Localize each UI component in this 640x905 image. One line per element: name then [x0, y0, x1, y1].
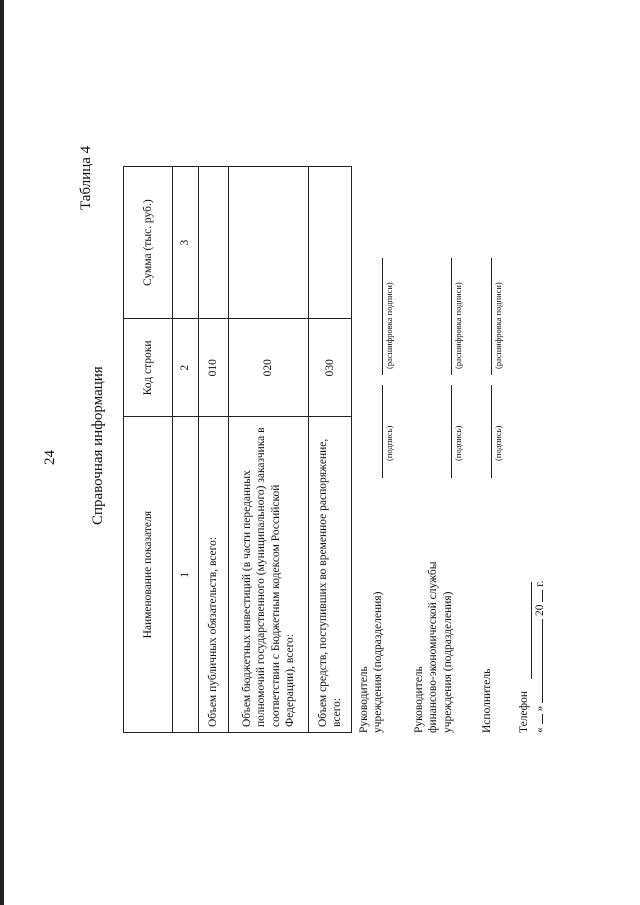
- header-indicator-name: Наименование показателя: [124, 417, 173, 733]
- row-code: 030: [309, 319, 352, 417]
- phone-label: Телефон: [518, 690, 530, 733]
- page-number: 24: [42, 450, 58, 465]
- decode-hint: (расшифровка подписи): [453, 282, 463, 369]
- table-row: [229, 167, 309, 733]
- head-signature-label: [357, 592, 386, 733]
- date-row: [533, 580, 547, 733]
- reference-info-table: [123, 166, 352, 733]
- finance-decode-line: [451, 258, 452, 375]
- label-line: финансово-экономической службы: [427, 561, 440, 733]
- quote-close: »: [534, 705, 546, 712]
- row-sum: [229, 167, 309, 319]
- label-line: Исполнитель: [481, 668, 493, 733]
- decode-hint: (расшифровка подписи): [384, 282, 394, 369]
- sign-hint: (подпись): [493, 425, 503, 461]
- sign-hint: (подпись): [453, 425, 463, 461]
- finance-signature-label: [412, 562, 455, 733]
- row-code: 010: [199, 319, 229, 417]
- year-line: [542, 590, 543, 602]
- row-sum: [199, 167, 229, 319]
- month-line: [542, 619, 543, 703]
- head-decode-line: [382, 258, 383, 375]
- executor-signature-line: [491, 385, 492, 478]
- executor-decode-line: [491, 258, 492, 375]
- phone-line: [531, 582, 532, 679]
- row-sum: [309, 167, 352, 319]
- row-indicator-name: Объем средств, поступивших во временное распоряжение, всего:: [309, 417, 352, 733]
- column-number-row: [173, 167, 199, 733]
- label-line: Руководитель: [413, 666, 425, 733]
- table-caption: Таблица 4: [78, 145, 94, 210]
- decode-hint: (расшифровка подписи): [493, 282, 503, 369]
- label-line: учреждения (подразделения): [441, 591, 454, 733]
- header-row-code: Код строки: [124, 319, 173, 417]
- header-sum: Сумма (тыс. руб.): [124, 167, 173, 319]
- executor-signature-label: [480, 669, 494, 733]
- row-code: 020: [229, 319, 309, 417]
- head-signature-line: [382, 385, 383, 478]
- table-header-row: [124, 167, 173, 733]
- quote-open: «: [534, 727, 546, 733]
- table-row: [309, 167, 352, 733]
- sign-hint: (подпись): [384, 425, 394, 461]
- label-line: Руководитель: [358, 666, 370, 733]
- column-number: 3: [173, 167, 199, 319]
- year-suffix: г.: [534, 580, 546, 587]
- column-number: 1: [173, 417, 199, 733]
- row-indicator-name: Объем бюджетных инвестиций (в части переданных полномочий государственного (муниципального) заказчика в соответствии с Бюджетным кодексом Российской Федерации), всего:: [229, 417, 309, 733]
- document-title: Справочная информация: [90, 366, 106, 525]
- label-line: учреждения (подразделения): [372, 591, 385, 733]
- column-number: 2: [173, 319, 199, 417]
- table-row: [199, 167, 229, 733]
- row-indicator-name: Объем публичных обязательств, всего:: [199, 417, 229, 733]
- year-prefix: 20: [534, 604, 546, 616]
- day-line: [542, 714, 543, 724]
- finance-signature-line: [451, 385, 452, 478]
